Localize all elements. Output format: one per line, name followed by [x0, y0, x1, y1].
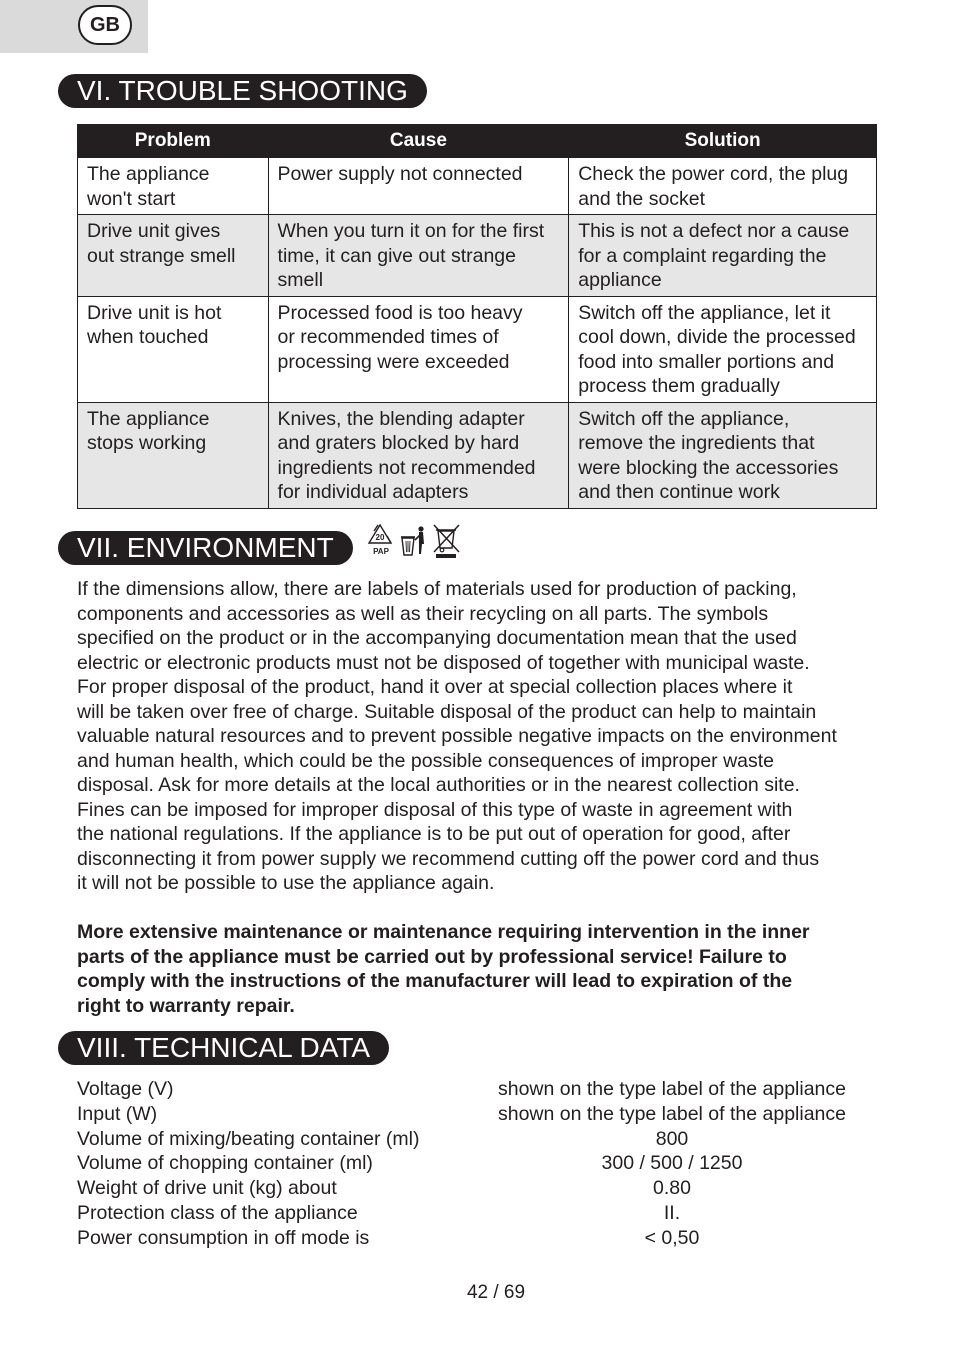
cell-text-line: for a complaint regarding the	[578, 244, 827, 267]
cell-text-line: Drive unit gives	[87, 220, 221, 242]
paragraph-line: will be taken over free of charge. Suitable disposal of the product can help to maintain	[77, 700, 817, 723]
spec-label: Input (W)	[77, 1102, 158, 1125]
technical-data-list	[77, 1077, 877, 1251]
cell-text-line: ingredients not recommended	[277, 456, 536, 479]
cell-text-line: and then continue work	[578, 481, 780, 503]
spec-value: < 0,50	[644, 1226, 700, 1249]
cell-text-line: out strange smell	[87, 244, 236, 267]
spec-value: shown on the type label of the appliance	[497, 1078, 846, 1100]
cell-text-line: stops working	[87, 432, 207, 454]
paragraph-line: If the dimensions allow, there are labels of materials used for production of packing,	[77, 578, 797, 600]
table-row	[78, 215, 877, 297]
cell-text-line: Check the power cord, the plug	[578, 163, 849, 185]
section-title-technical-data: VIII. TECHNICAL DATA	[58, 1031, 389, 1065]
cell-text-line: and the socket	[578, 187, 706, 210]
table-header-row	[78, 125, 877, 158]
cell-text-line: smell	[277, 269, 324, 291]
paragraph-line: the national regulations. If the appliance is to be put out of operation for good, after	[77, 823, 791, 845]
paragraph-line: valuable natural resources and to prevent possible negative impacts on the environment	[77, 725, 837, 747]
spec-row	[77, 1176, 877, 1201]
table-cell-cause	[268, 402, 569, 508]
language-badge: GB	[78, 5, 132, 45]
table-row	[78, 402, 877, 508]
paragraph-line: Fines can be imposed for improper disposal of this type of waste in agreement with	[77, 798, 793, 821]
cell-text-line: process them gradually	[578, 375, 780, 397]
cell-text-line: when touched	[87, 326, 209, 348]
cell-text-line: and graters blocked by hard	[277, 432, 520, 454]
table-row	[78, 296, 877, 402]
environment-icons	[366, 522, 462, 560]
cell-text-line: Switch off the appliance,	[578, 407, 790, 430]
column-header-solution: Solution	[569, 125, 877, 158]
spec-label: Power consumption in off mode is	[77, 1226, 370, 1249]
spec-label: Volume of mixing/beating container (ml)	[77, 1127, 420, 1150]
cell-text-line: Switch off the appliance, let it	[578, 301, 831, 324]
tidy-man-bin-icon	[401, 526, 424, 555]
paragraph-line: specified on the product or in the accompanying documentation mean that the used	[77, 627, 797, 649]
spec-value: 800	[655, 1127, 689, 1150]
troubleshooting-table	[77, 124, 877, 509]
paragraph-line: components and accessories as well as their recycling on all parts. The symbols	[77, 602, 769, 625]
spec-value: 0.80	[653, 1177, 691, 1200]
spec-value: II.	[663, 1201, 681, 1224]
cell-text-line: The appliance	[87, 407, 210, 430]
column-header-problem: Problem	[78, 125, 269, 158]
cell-text-line: The appliance	[87, 163, 210, 185]
table-cell-cause	[268, 158, 569, 215]
cell-text-line: for individual adapters	[277, 481, 469, 503]
spec-label: Protection class of the appliance	[77, 1201, 358, 1224]
paragraph-line: For proper disposal of the product, hand it over at special collection places where it	[77, 676, 793, 698]
table-row	[78, 158, 877, 215]
language-tab	[0, 0, 148, 53]
table-cell-problem	[78, 296, 269, 402]
table-cell-cause	[268, 215, 569, 297]
spec-value: 300 / 500 / 1250	[601, 1152, 743, 1175]
spec-row	[77, 1127, 877, 1152]
warning-line: parts of the appliance must be carried out by professional service! Failure to	[77, 945, 787, 968]
cell-text-line: appliance	[578, 269, 662, 291]
paragraph-line: electric or electronic products must not be disposed of together with municipal waste.	[77, 651, 810, 674]
crossed-out-wheelie-bin-icon	[434, 525, 459, 558]
recycling-pap-20-icon	[369, 525, 391, 556]
cell-text-line: Knives, the blending adapter	[277, 407, 525, 430]
paragraph-line: and human health, which could be the possible consequences of improper waste	[77, 749, 775, 772]
table-cell-problem	[78, 402, 269, 508]
paragraph-line: disposal. Ask for more details at the local authorities or in the nearest collection site.	[77, 774, 800, 796]
cell-text-line: won't start	[87, 187, 176, 210]
cell-text-line: were blocking the accessories	[578, 456, 839, 479]
paragraph-line: it will not be possible to use the appliance again.	[77, 872, 495, 894]
paragraph-line: disconnecting it from power supply we recommend cutting off the power cord and thus	[77, 847, 820, 870]
section-title-environment: VII. ENVIRONMENT	[58, 531, 353, 565]
cell-text-line: This is not a defect nor a cause	[578, 220, 850, 242]
column-header-cause: Cause	[268, 125, 569, 158]
cell-text-line: remove the ingredients that	[578, 432, 815, 454]
cell-text-line: or recommended times of	[277, 326, 499, 348]
cell-text-line: Processed food is too heavy	[277, 301, 523, 324]
table-cell-solution	[569, 158, 877, 215]
spec-row	[77, 1226, 877, 1251]
warning-line: More extensive maintenance or maintenance requiring intervention in the inner	[77, 921, 810, 943]
spec-label: Weight of drive unit (kg) about	[77, 1177, 337, 1200]
recycling-material-text: PAP	[373, 547, 389, 556]
section-title-troubleshooting: VI. TROUBLE SHOOTING	[58, 74, 427, 108]
table-cell-problem	[78, 215, 269, 297]
spec-row	[77, 1151, 877, 1176]
table-cell-solution	[569, 296, 877, 402]
cell-text-line: Power supply not connected	[277, 163, 523, 185]
table-cell-solution	[569, 215, 877, 297]
cell-text-line: When you turn it on for the first	[277, 220, 545, 242]
page-number: 42 / 69	[466, 1282, 526, 1303]
service-warning	[77, 920, 877, 1018]
cell-text-line: time, it can give out strange	[277, 244, 516, 267]
cell-text-line: processing were exceeded	[277, 350, 510, 373]
cell-text-line: cool down, divide the processed	[578, 326, 856, 348]
recycling-code-text: 20	[375, 533, 385, 542]
table-cell-cause	[268, 296, 569, 402]
spec-row	[77, 1102, 877, 1127]
cell-text-line: Drive unit is hot	[87, 301, 222, 324]
spec-label: Voltage (V)	[77, 1078, 174, 1100]
spec-row	[77, 1077, 877, 1102]
table-cell-solution	[569, 402, 877, 508]
warning-line: right to warranty repair.	[77, 994, 295, 1017]
cell-text-line: food into smaller portions and	[578, 350, 835, 373]
spec-row	[77, 1201, 877, 1226]
environment-paragraph	[77, 577, 877, 896]
table-cell-problem	[78, 158, 269, 215]
spec-value: shown on the type label of the appliance	[497, 1102, 846, 1125]
spec-label: Volume of chopping container (ml)	[77, 1152, 373, 1175]
warning-line: comply with the instructions of the manufacturer will lead to expiration of the	[77, 970, 793, 992]
